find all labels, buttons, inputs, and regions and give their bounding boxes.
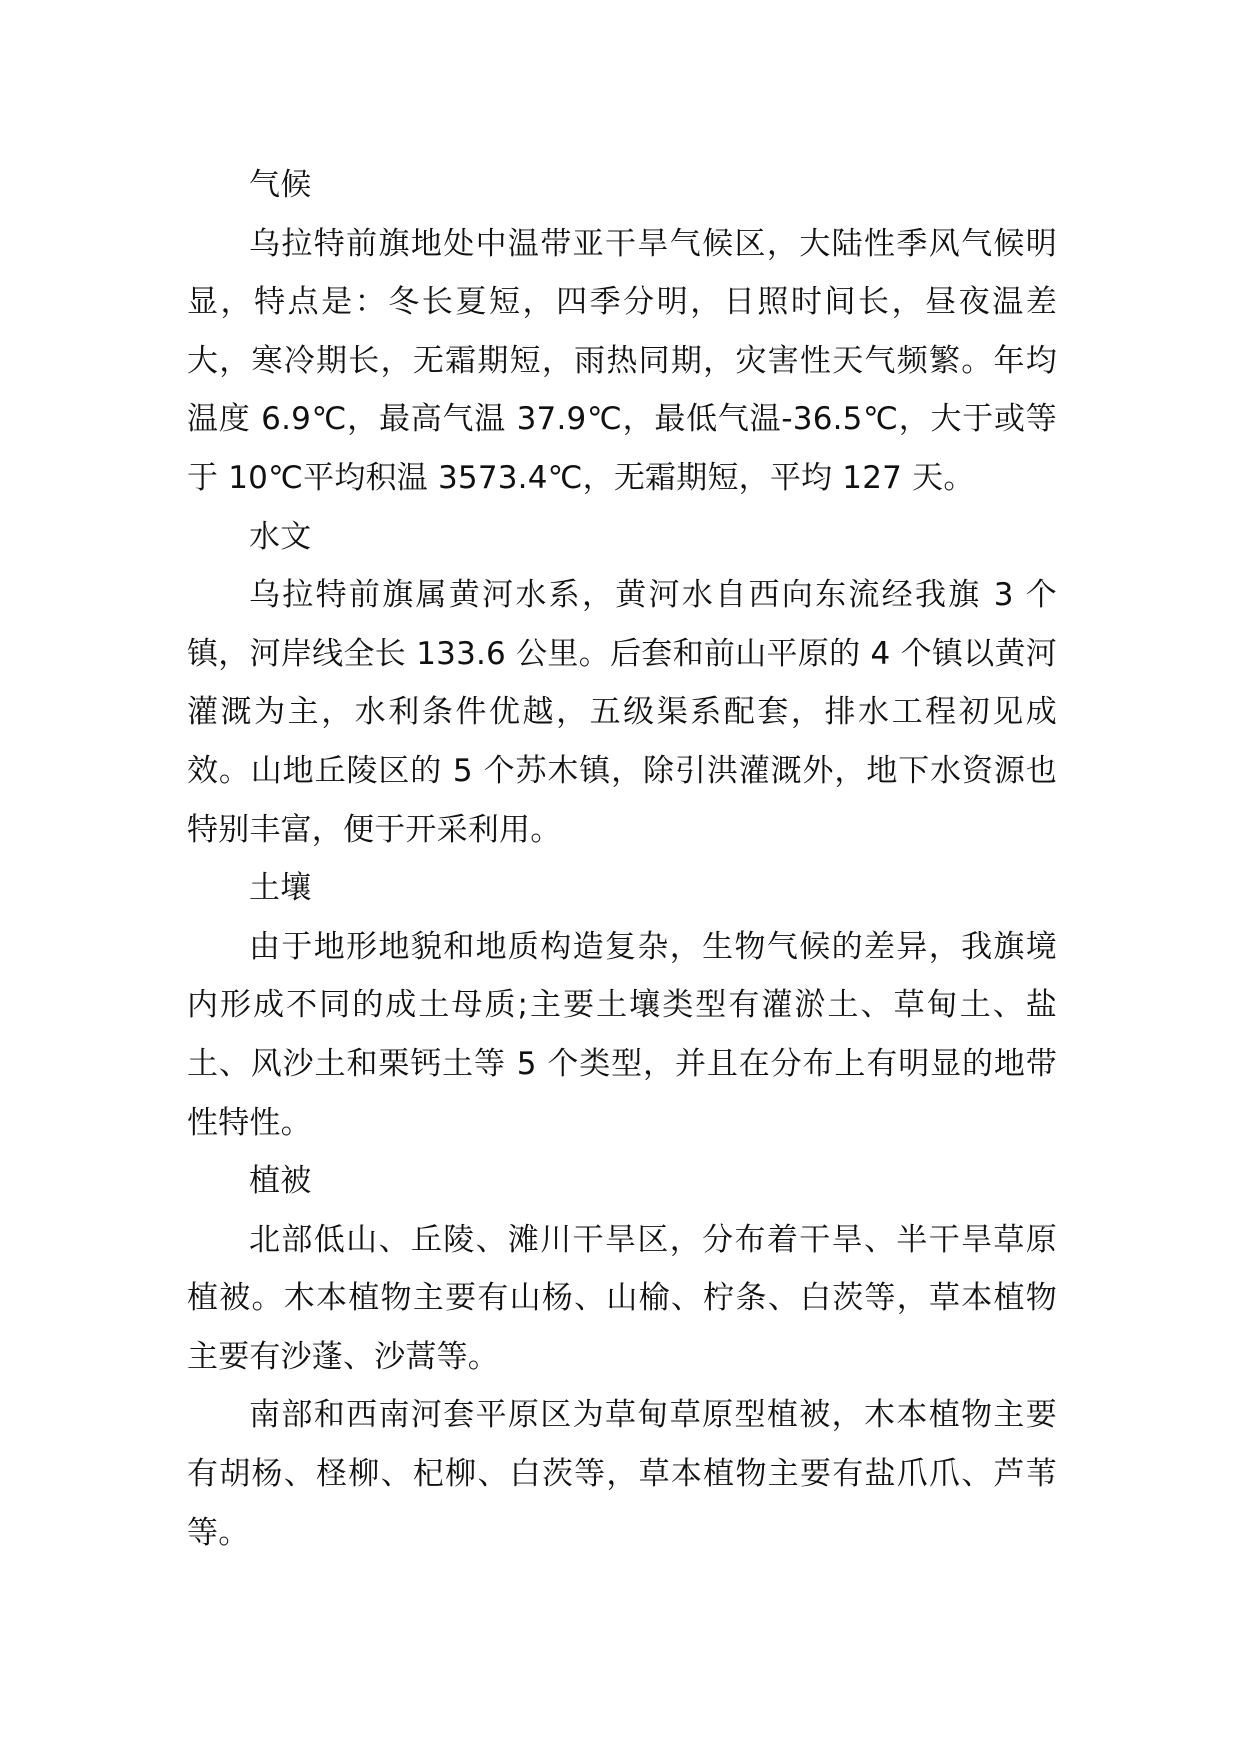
paragraph-vegetation-south: 南部和西南河套平原区为草甸草原型植被，木本植物主要有胡杨、柽柳、杞柳、白茨等，草本植物主要有盐爪爪、芦苇等。 xyxy=(187,1397,1057,1551)
paragraph-climate: 乌拉特前旗地处中温带亚干旱气候区，大陆性季风气候明显，特点是：冬长夏短，四季分明，日照时间长，昼夜温差大，寒冷期长，无霜期短，雨热同期，灾害性天气频繁。年均温度 6.9℃，最高气温 37.9℃，最低气温-36.5℃，大于或等于 10℃平均积温 3573.4℃，无霜期短，平均 127 天。 xyxy=(187,225,1057,496)
section-heading-climate: 气候 xyxy=(249,167,312,203)
paragraph-hydrology: 乌拉特前旗属黄河水系，黄河水自西向东流经我旗 3 个镇，河岸线全长 133.6 公里。后套和前山平原的 4 个镇以黄河灌溉为主，水利条件优越，五级渠系配套，排水工程初见成效。山地丘陵区的 5 个苏木镇，除引洪灌溉外，地下水资源也特别丰富，便于开采利用。 xyxy=(187,577,1057,848)
section-heading-vegetation: 植被 xyxy=(249,1163,312,1200)
section-heading-hydrology: 水文 xyxy=(249,518,312,555)
paragraph-vegetation-north: 北部低山、丘陵、滩川干旱区，分布着干旱、半干旱草原植被。木本植物主要有山杨、山榆、柠条、白茨等，草本植物主要有沙蓬、沙蒿等。 xyxy=(187,1221,1057,1375)
paragraph-soil: 由于地形地貌和地质构造复杂，生物气候的差异，我旗境内形成不同的成土母质;主要土壤类型有灌淤土、草甸土、盐土、风沙土和栗钙土等 5 个类型，并且在分布上有明显的地带性特性。 xyxy=(187,928,1057,1141)
section-heading-soil: 土壤 xyxy=(249,870,312,907)
document-page xyxy=(187,156,1057,1562)
